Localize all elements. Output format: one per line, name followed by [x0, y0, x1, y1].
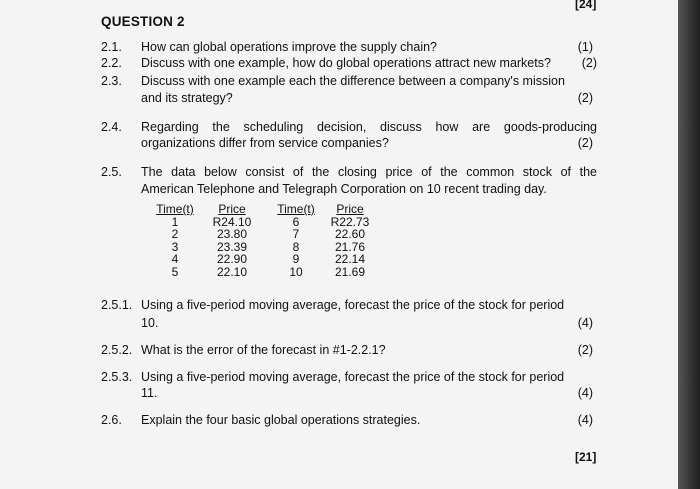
q-text-line2: organizations differ from service companies?: [141, 136, 389, 150]
table-cell: 3: [171, 239, 179, 254]
q-text: How can global operations improve the supply chain?: [141, 40, 438, 54]
table-cell: 23.39: [216, 239, 248, 254]
table-cell: 22.10: [216, 264, 248, 279]
q-text: Discuss with one example each the difference between a company's mission: [141, 74, 565, 88]
table-row: [152, 228, 374, 241]
q-marks: (2): [577, 343, 593, 357]
question-title: QUESTION 2: [101, 14, 185, 29]
column-header: Price: [336, 202, 364, 216]
q-text: Discuss with one example, how do global operations attract new markets?: [141, 56, 551, 70]
column-header: Time(t): [156, 202, 194, 216]
page-edge-shadow: [678, 0, 700, 489]
table-cell: R22.73: [330, 214, 370, 229]
q-marks: (2): [577, 136, 593, 150]
q-marks: (1): [577, 40, 593, 54]
q-text-line2: 11.: [141, 386, 158, 400]
column-header: Time(t): [277, 202, 315, 216]
q-text: Regarding the scheduling decision, discuss how are goods-producing: [141, 120, 597, 134]
table-cell: 23.80: [216, 227, 248, 241]
q-number: 2.3.: [101, 74, 122, 88]
table-cell: 9: [292, 252, 300, 266]
q-number: 2.1.: [101, 40, 122, 54]
table-cell: R24.10: [212, 214, 252, 229]
table-cell: 1: [171, 214, 179, 229]
q-text: Using a five-period moving average, forecast the price of the stock for period: [141, 298, 565, 312]
q-text-line2: American Telephone and Telegraph Corporation on 10 recent trading day.: [141, 182, 547, 196]
table-cell: 10: [289, 264, 303, 279]
total-marks-bottom: [21]: [575, 450, 597, 464]
table-cell: 6: [292, 214, 300, 229]
q-number: 2.5.: [101, 165, 122, 179]
q-number: 2.5.3.: [101, 370, 133, 384]
table-cell: 5: [171, 264, 179, 279]
q-marks: (4): [577, 413, 593, 427]
q-marks: (2): [577, 91, 593, 105]
q-text: What is the error of the forecast in #1-2.2.1?: [141, 343, 386, 357]
q-number: 2.2.: [101, 56, 122, 70]
q-text: Using a five-period moving average, forecast the price of the stock for period: [141, 370, 565, 384]
table-cell: 21.69: [334, 264, 366, 279]
q-number: 2.6.: [101, 413, 122, 427]
q-marks: (2): [581, 56, 597, 70]
q-text-line2: and its strategy?: [141, 91, 233, 105]
q-marks: (4): [577, 316, 593, 330]
q-number: 2.5.1.: [101, 298, 133, 312]
table-cell: 7: [292, 227, 300, 241]
table-header-row: [152, 203, 374, 216]
q-marks: (4): [577, 386, 593, 400]
table-cell: 4: [171, 252, 179, 266]
table-row: [152, 253, 374, 266]
stock-price-table: [152, 203, 374, 278]
table-cell: 22.14: [334, 252, 366, 266]
table-row: [152, 266, 374, 279]
table-cell: 22.60: [334, 227, 366, 241]
column-header: Price: [218, 202, 246, 216]
table-cell: 8: [292, 239, 300, 254]
q-text: The data below consist of the closing price of the common stock of the: [141, 165, 597, 179]
q-text-line2: 10.: [141, 316, 159, 330]
table-cell: 22.90: [216, 252, 248, 266]
table-cell: 21.76: [334, 239, 366, 254]
q-number: 2.4.: [101, 120, 122, 134]
total-marks-top: [24]: [575, 0, 597, 11]
q-number: 2.5.2.: [101, 343, 133, 357]
table-cell: 2: [171, 227, 179, 241]
q-text: Explain the four basic global operations strategies.: [141, 413, 421, 427]
